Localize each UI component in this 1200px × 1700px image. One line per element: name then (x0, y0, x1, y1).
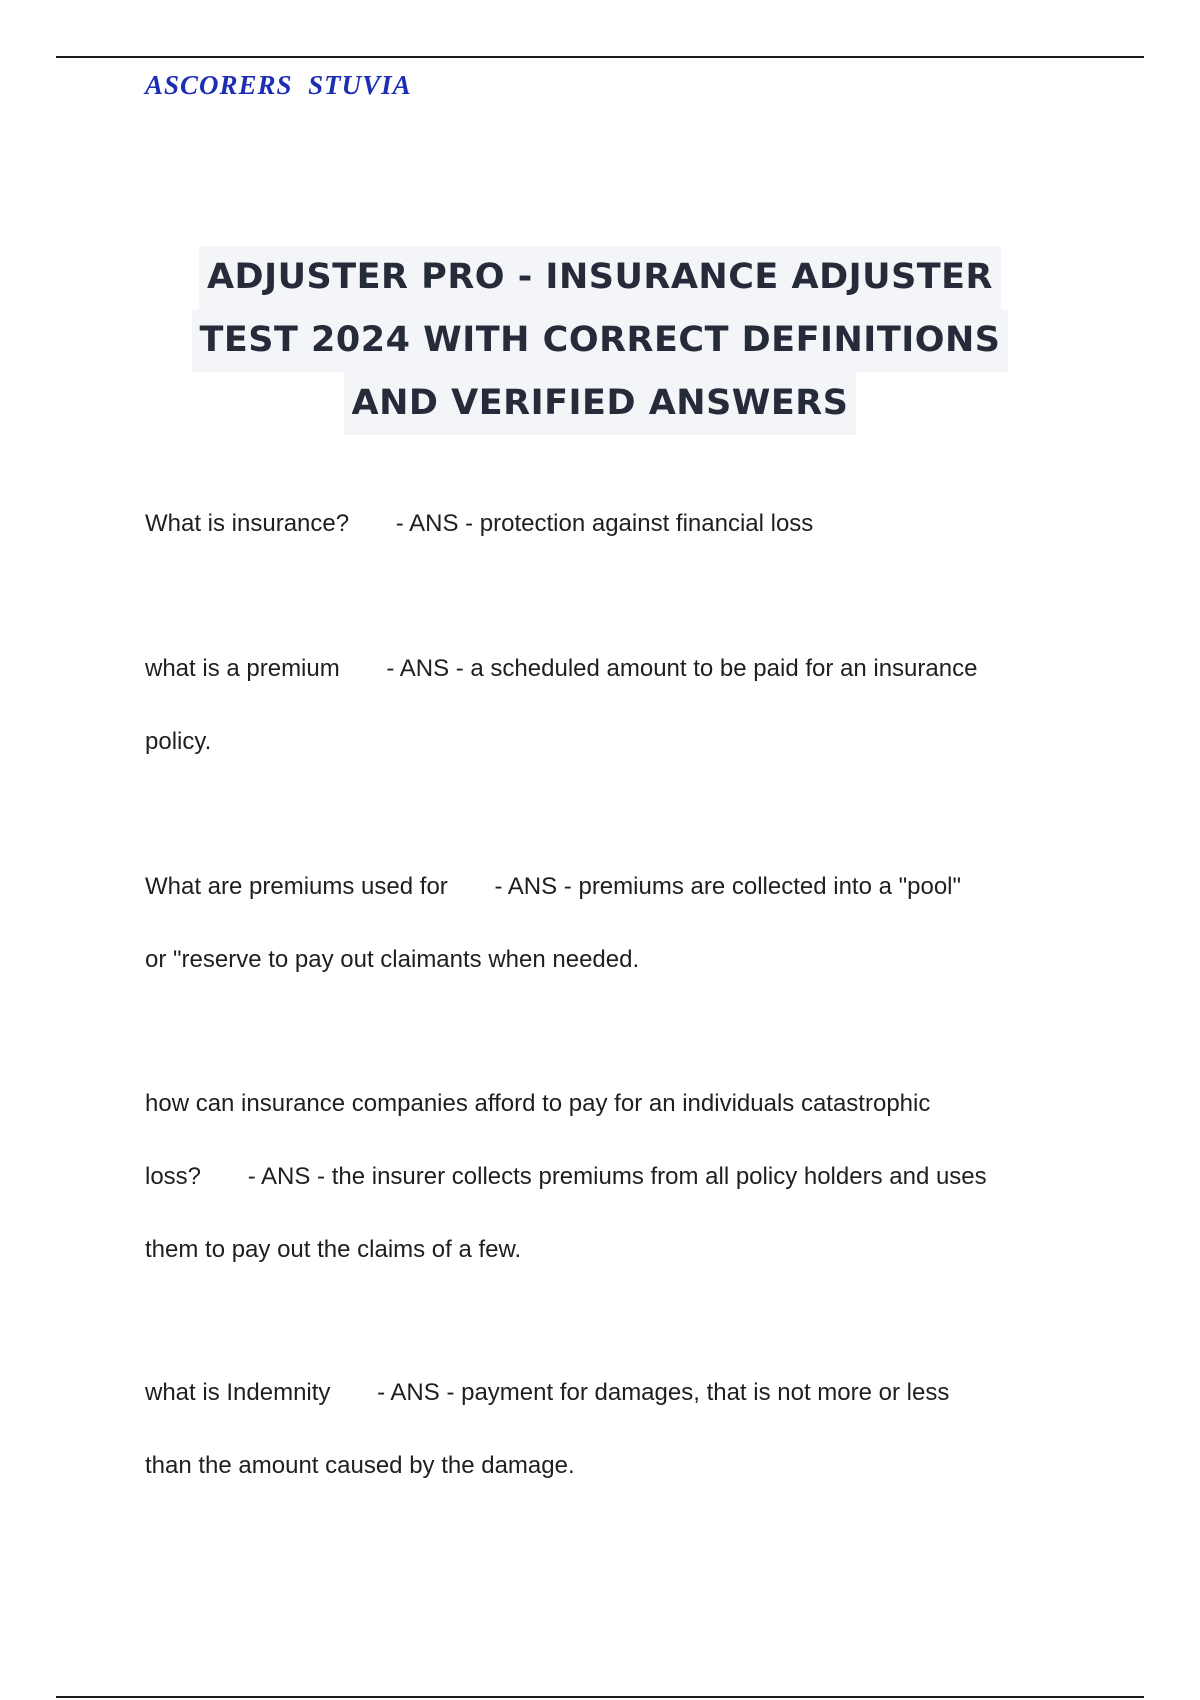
qa-item-catastrophic-loss (145, 1067, 1065, 1286)
qa-line: What are premiums used for - ANS - premiums are collected into a "pool" (145, 873, 962, 900)
qa-line: what is Indemnity - ANS - payment for damages, that is not more or less (145, 1379, 950, 1406)
title-line-1: ADJUSTER PRO - INSURANCE ADJUSTER (199, 246, 1001, 309)
document-title (140, 246, 1060, 435)
brand-logo-text: ASCORERS STUVIA (145, 70, 412, 100)
qa-line: what is a premium - ANS - a scheduled amount to be paid for an insurance (145, 655, 978, 682)
qa-item-indemnity (145, 1356, 1065, 1502)
header-rule (56, 56, 1144, 58)
qa-line: loss? - ANS - the insurer collects premiums from all policy holders and uses (145, 1163, 987, 1190)
qa-line: policy. (145, 728, 212, 755)
qa-line: than the amount caused by the damage. (145, 1452, 575, 1479)
qa-item-premium (145, 632, 1065, 778)
qa-item-insurance (145, 487, 1065, 560)
qa-line: or "reserve to pay out claimants when needed. (145, 946, 640, 973)
title-line-3: AND VERIFIED ANSWERS (344, 372, 857, 435)
footer-rule (56, 1696, 1144, 1698)
qa-line: What is insurance? - ANS - protection against financial loss (145, 510, 814, 537)
title-line-2: TEST 2024 WITH CORRECT DEFINITIONS (192, 309, 1009, 372)
qa-line: them to pay out the claims of a few. (145, 1236, 522, 1263)
qa-item-premium-use (145, 850, 1065, 996)
qa-line: how can insurance companies afford to pay for an individuals catastrophic (145, 1090, 931, 1117)
